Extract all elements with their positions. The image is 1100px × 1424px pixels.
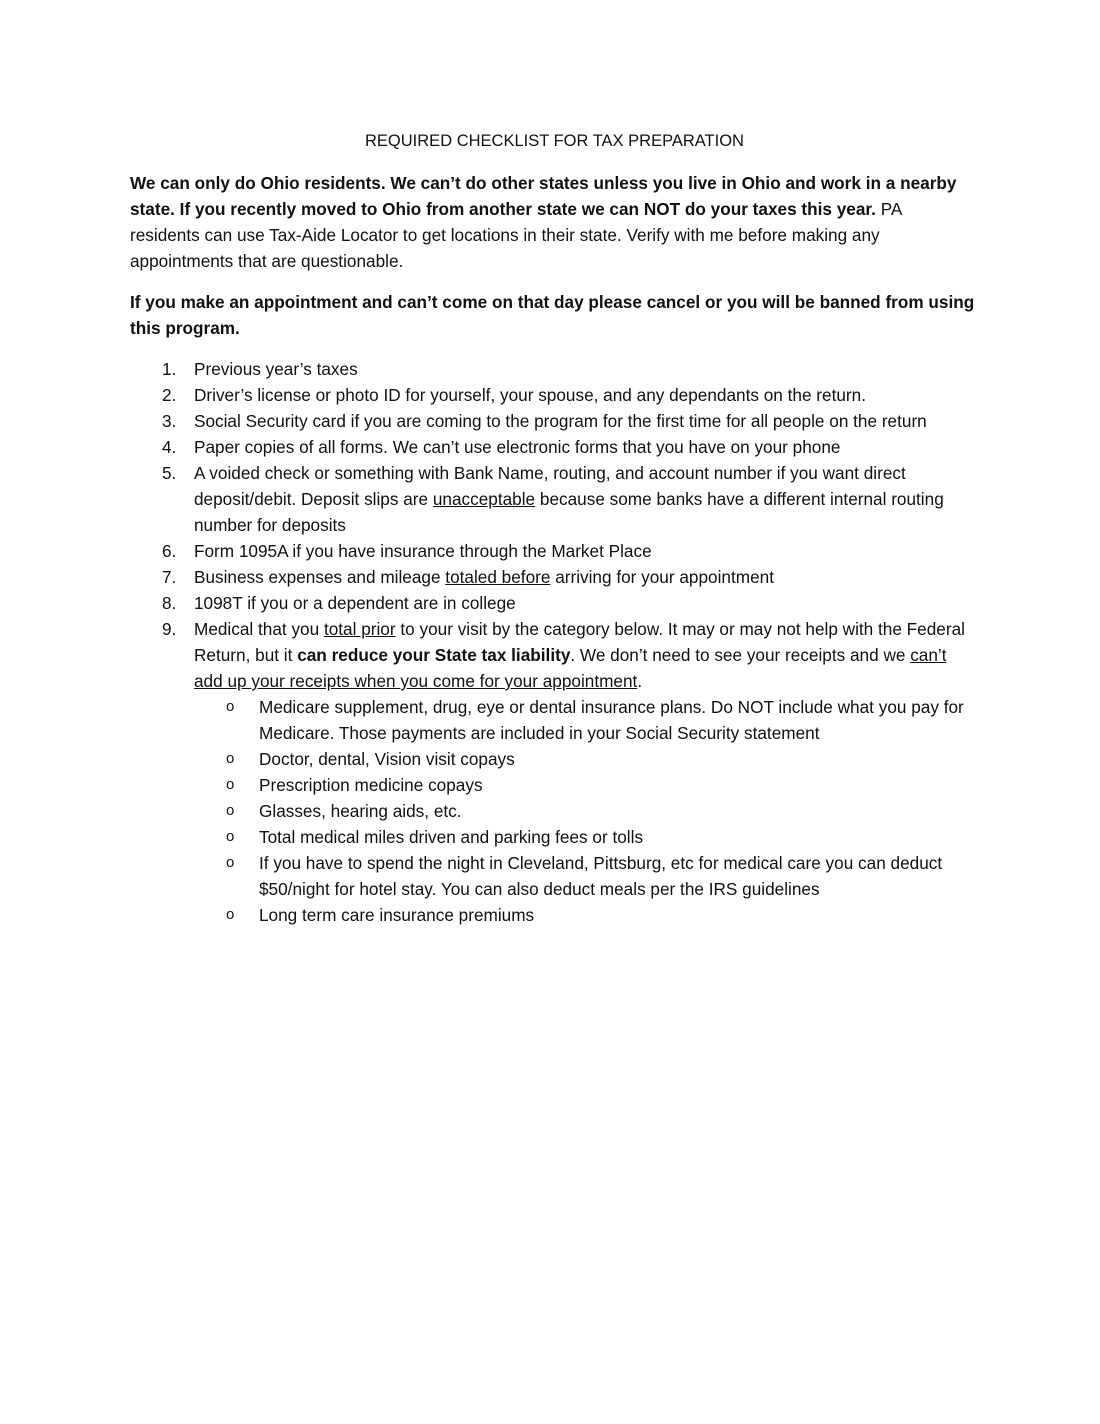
hollow-bullet-icon: o — [226, 750, 235, 767]
list-item — [130, 590, 975, 616]
sub-item-text: Total medical miles driven and parking fees or tolls — [259, 827, 644, 847]
item-text: A voided check or something with Bank Name, routing, and account number if you want direct deposit/debit. Deposit slips are — [194, 463, 906, 509]
hollow-bullet-icon: o — [226, 776, 235, 793]
list-item — [130, 382, 975, 408]
medical-sublist — [194, 694, 975, 928]
item-text: Medical that you — [194, 619, 324, 639]
sub-list-item — [194, 798, 975, 824]
item-text: . We don’t need to see your receipts and we — [570, 645, 911, 665]
list-item — [130, 408, 975, 434]
item-number: 6. — [162, 541, 177, 561]
item-text: because some banks have a different internal routing number for deposits — [194, 489, 944, 535]
item-text: Paper copies of all forms. We can’t use electronic forms that you have on your phone — [194, 437, 841, 457]
sub-item-text: Long term care insurance premiums — [259, 905, 535, 925]
item-text: Form 1095A if you have insurance through the Market Place — [194, 541, 652, 561]
page-title: REQUIRED CHECKLIST FOR TAX PREPARATION — [365, 132, 744, 150]
sub-list-item — [194, 850, 975, 902]
warning-paragraph: If you make an appointment and can’t come on that day please cancel or you will be banned from using this program. — [130, 292, 975, 338]
sub-item-text: If you have to spend the night in Cleveland, Pittsburg, etc for medical care you can deduct $50/night for hotel stay. You can also deduct meals per the IRS guidelines — [259, 853, 943, 899]
list-item — [130, 564, 975, 590]
hollow-bullet-icon: o — [226, 802, 235, 819]
sub-item-text: Glasses, hearing aids, etc. — [259, 801, 462, 821]
item-number: 1. — [162, 359, 177, 379]
item-number: 4. — [162, 437, 177, 457]
sub-list-item — [194, 824, 975, 850]
hollow-bullet-icon: o — [226, 854, 235, 871]
item-text: to your visit by the category below. It may or may not help with the Federal Return, but it — [194, 619, 965, 665]
intro-bold-text: We can only do Ohio residents. We can’t do other states unless you live in Ohio and work in a nearby state. If you recently moved to Ohio from another state we can NOT do your taxes this year. — [130, 173, 957, 219]
sub-list-item — [194, 772, 975, 798]
item-text: Business expenses and mileage — [194, 567, 446, 587]
item-text: Previous year’s taxes — [194, 359, 358, 379]
item-bold-text: can reduce your State tax liability — [297, 645, 571, 665]
item-underlined-text: can’t add up your receipts when you come for your appointment — [194, 645, 947, 691]
item-number: 7. — [162, 567, 177, 587]
item-underlined-text: total prior — [323, 619, 396, 639]
checklist — [130, 356, 975, 928]
item-text: . — [637, 671, 643, 691]
sub-item-text: Doctor, dental, Vision visit copays — [259, 749, 515, 769]
list-item — [130, 616, 975, 928]
item-text: arriving for your appointment — [550, 567, 774, 587]
list-item — [130, 538, 975, 564]
intro-normal-text: PA residents can use Tax-Aide Locator to get locations in their state. Verify with me before making any appointments that are questionable. — [130, 199, 902, 271]
item-number: 5. — [162, 463, 177, 483]
hollow-bullet-icon: o — [226, 698, 235, 715]
list-item — [130, 434, 975, 460]
item-number: 3. — [162, 411, 177, 431]
document-content — [130, 128, 975, 928]
item-number: 8. — [162, 593, 177, 613]
sub-item-text: Medicare supplement, drug, eye or dental insurance plans. Do NOT include what you pay for Medicare. Those payments are included in your Social Security statement — [259, 697, 964, 743]
sub-list-item — [194, 902, 975, 928]
item-text: 1098T if you or a dependent are in college — [194, 593, 516, 613]
intro-paragraph — [130, 170, 975, 274]
item-text: Driver’s license or photo ID for yourself, your spouse, and any dependants on the return. — [194, 385, 866, 405]
sub-list-item — [194, 694, 975, 746]
item-text: Social Security card if you are coming to the program for the first time for all people on the return — [194, 411, 927, 431]
list-item — [130, 356, 975, 382]
item-underlined-text: unacceptable — [432, 489, 536, 509]
item-underlined-text: totaled before — [445, 567, 551, 587]
item-number: 2. — [162, 385, 177, 405]
hollow-bullet-icon: o — [226, 828, 235, 845]
hollow-bullet-icon: o — [226, 906, 235, 923]
sub-item-text: Prescription medicine copays — [259, 775, 483, 795]
list-item — [130, 460, 975, 538]
sub-list-item — [194, 746, 975, 772]
item-number: 9. — [162, 619, 177, 639]
